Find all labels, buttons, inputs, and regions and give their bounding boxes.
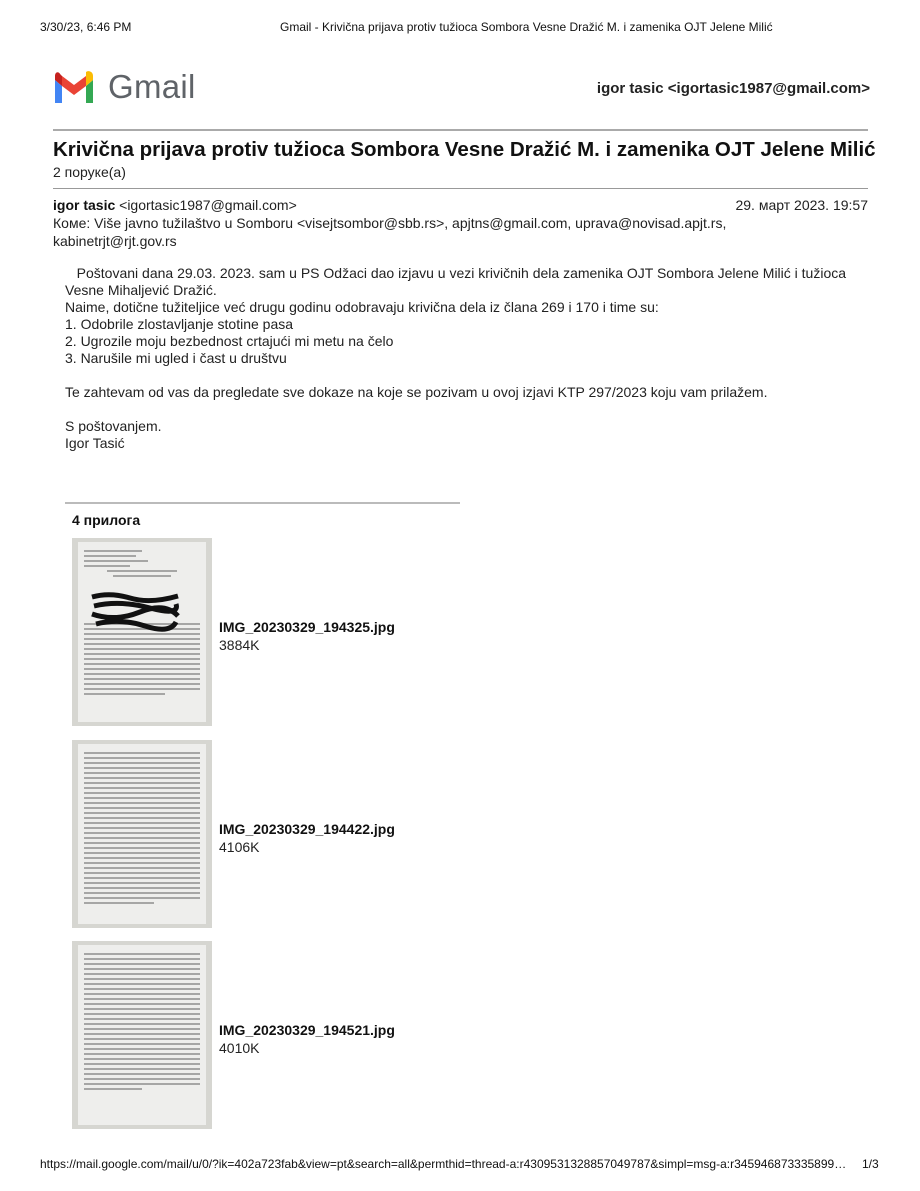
sender-name: igor tasic: [53, 197, 116, 213]
message-date: 29. март 2023. 19:57: [735, 197, 868, 213]
body-paragraph: Te zahtevam od vas da pregledate sve dokaze na koje se pozivam u ovoj izjavi KTP 297/2023 koju vam prilažem.: [65, 384, 768, 400]
gmail-wordmark: Gmail: [108, 68, 196, 105]
signature: Igor Tasić: [65, 435, 125, 451]
attachment-name[interactable]: IMG_20230329_194422.jpg: [219, 821, 395, 837]
list-item: 3. Narušile mi ugled i čast u društvu: [65, 350, 287, 366]
attachment-thumbnail[interactable]: [72, 740, 212, 928]
attachment-size: 3884K: [219, 637, 260, 653]
attachment-name[interactable]: IMG_20230329_194325.jpg: [219, 619, 395, 635]
recipients: Коме: Više javno tužilaštvo u Somboru <visejtsombor@sbb.rs>, apjtns@gmail.com, uprava@novisad.apjt.rs, kabinetrjt@rjt.gov.rs: [53, 215, 727, 249]
divider: [53, 129, 868, 131]
attachments-count: 4 прилога: [72, 512, 141, 528]
attachment-name[interactable]: IMG_20230329_194521.jpg: [219, 1022, 395, 1038]
sender: [53, 196, 297, 214]
print-url: https://mail.google.com/mail/u/0/?ik=402a723fab&view=pt&search=all&permthid=thread-a:r4309531328857049787&simpl=msg-a:r345946873335899…: [40, 1157, 847, 1171]
account-identity: igor tasic <igortasic1987@gmail.com>: [596, 80, 870, 97]
list-item: 2. Ugrozile moju bezbednost crtajući mi metu na čelo: [65, 333, 394, 349]
print-datetime: 3/30/23, 6:46 PM: [40, 20, 132, 34]
list-item: 1. Odobrile zlostavljanje stotine pasa: [65, 316, 294, 332]
gmail-m-logo-icon: [52, 70, 96, 104]
body-paragraph: Naime, dotične tužiteljice već drugu godinu odobravaju krivična dela iz člana 269 i 170 i time su:: [65, 299, 659, 315]
divider: [53, 188, 868, 189]
attachment-thumbnail[interactable]: [72, 941, 212, 1129]
message-body: [65, 265, 855, 452]
attachments-divider: [65, 502, 460, 504]
body-paragraph: Poštovani dana 29.03. 2023. sam u PS Odžaci dao izjavu u vezi krivičnih dela zamenika OJT Sombora Jelene Milić i tužioca Vesne Mihaljević Dražić.: [65, 265, 850, 298]
thread-subject: Krivična prijava protiv tužioca Sombora Vesne Dražić M. i zamenika OJT Jelene Milić: [53, 138, 876, 161]
attachment-size: 4010K: [219, 1040, 260, 1056]
attachment-thumbnail[interactable]: [72, 538, 212, 726]
attachment-size: 4106K: [219, 839, 260, 855]
sender-email: <igortasic1987@gmail.com>: [119, 197, 297, 213]
gmail-logo[interactable]: [52, 68, 196, 106]
redaction-scribble-icon: [90, 592, 180, 632]
print-page-number: 1/3: [862, 1157, 879, 1171]
closing: S poštovanjem.: [65, 418, 162, 434]
message-count: 2 поруке(а): [53, 164, 126, 180]
print-page-title: Gmail - Krivična prijava protiv tužioca Sombora Vesne Dražić M. i zamenika OJT Jelene Milić: [280, 20, 773, 34]
